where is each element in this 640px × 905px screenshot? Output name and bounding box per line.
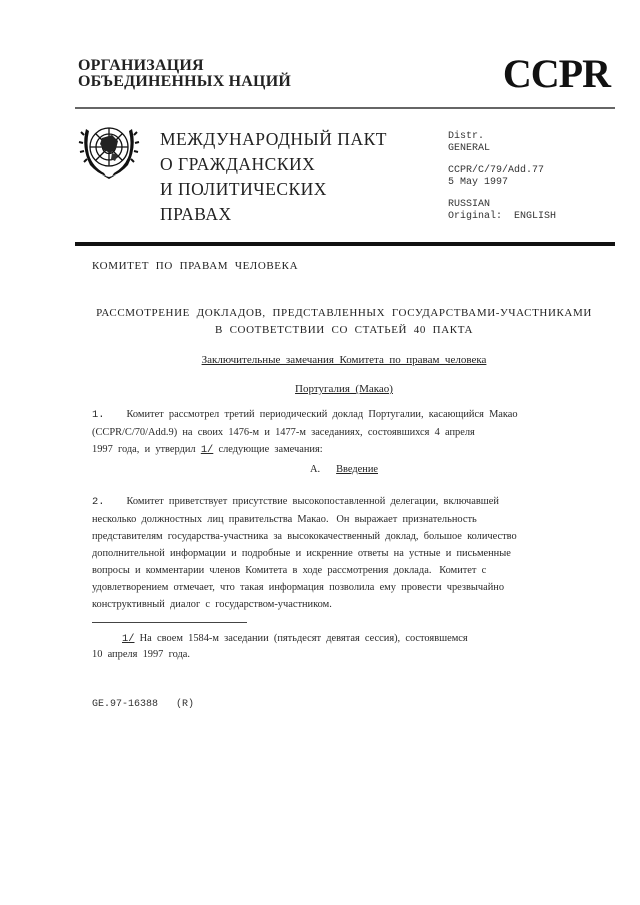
un-emblem-icon <box>78 119 140 181</box>
header-heavy-rule <box>75 242 615 246</box>
paragraph-text: следующие замечания: <box>213 444 323 455</box>
organization-line-2: ОБЪЕДИНЕННЫХ НАЦИЙ <box>78 73 291 90</box>
document-title-line: В СООТВЕТСТВИИ СО СТАТЬЕЙ 40 ПАКТА <box>214 323 474 336</box>
paragraph-line: удовлетворением отмечает, что такая информация позволила ему провести чрезвычайно <box>92 582 505 593</box>
covenant-title-line: О ГРАЖДАНСКИХ <box>160 154 316 174</box>
footnote-text: На своем 1584-м заседании (пятьдесят девятая сессия), состоявшемся <box>134 633 468 644</box>
document-title-line: РАССМОТРЕНИЕ ДОКЛАДОВ, ПРЕДСТАВЛЕННЫХ ГОСУДАРСТВАМИ-УЧАСТНИКАМИ <box>96 307 592 319</box>
country-heading <box>92 382 596 396</box>
paragraph-text: Комитет приветствует присутствие высокопоставленной делегации, включавшей <box>126 496 499 507</box>
document-subtitle <box>92 353 596 367</box>
committee-name: КОМИТЕТ ПО ПРАВАМ ЧЕЛОВЕКА <box>92 260 299 272</box>
document-date: 5 May 1997 <box>448 176 509 188</box>
footnote-line <box>92 631 468 647</box>
footnote-separator <box>92 622 247 623</box>
spacer <box>448 154 556 165</box>
paragraph-line <box>92 493 592 511</box>
distr-label: Distr. <box>448 131 485 142</box>
section-title: Введение <box>336 464 378 475</box>
paragraph-text: Комитет рассмотрел третий периодический доклад Португалии, касающийся Макао <box>126 409 518 420</box>
covenant-title-line: МЕЖДУНАРОДНЫЙ ПАКТ <box>160 129 387 149</box>
organization-name <box>78 58 291 90</box>
paragraph-text: 1997 года, и утвердил <box>92 444 201 455</box>
document-series-symbol: CCPR <box>502 51 610 96</box>
footnote-line: 10 апреля 1997 года. <box>92 649 190 660</box>
section-heading <box>92 463 596 477</box>
paragraph-1 <box>92 406 592 459</box>
covenant-title-line: ПРАВАХ <box>160 204 232 224</box>
paragraph-line: вопросы и комментарии членов Комитета в ходе рассмотрения доклада. Комитет с <box>92 565 487 576</box>
document-language: RUSSIAN <box>448 199 491 210</box>
footnote-reference-link[interactable]: 1/ <box>200 444 214 456</box>
covenant-title-line: И ПОЛИТИЧЕСКИХ <box>160 179 327 199</box>
paragraph-line <box>92 406 592 424</box>
section-letter: A. <box>310 464 321 475</box>
paragraph-line: несколько должностных лиц правительства Макао. Он выражает признательность <box>92 514 477 525</box>
paragraph-line: представителям государства-участника за высококачественный доклад, большое количество <box>92 531 517 542</box>
paragraph-2 <box>92 493 592 613</box>
paragraph-number: 1. <box>92 409 105 421</box>
distr-value: GENERAL <box>448 142 491 154</box>
distribution-block <box>448 131 556 222</box>
paragraph-line: конструктивный диалог с государством-участником. <box>92 599 332 610</box>
document-title <box>92 305 596 338</box>
footnote-marker: 1/ <box>122 633 135 645</box>
covenant-title <box>160 127 387 227</box>
header-rule <box>75 107 615 109</box>
paragraph-line: дополнительной информации и подробные и искренние ответы на устные и письменные <box>92 548 511 559</box>
document-job-number: GE.97-16388 (R) <box>92 699 195 710</box>
country-text: Португалия (Макао) <box>295 383 393 395</box>
paragraph-line <box>92 441 592 459</box>
paragraph-number: 2. <box>92 496 105 508</box>
spacer <box>448 188 556 199</box>
paragraph-line: (CCPR/C/70/Add.9) на своих 1476-м и 1477-м заседаниях, состоявшихся 4 апреля <box>92 427 475 438</box>
document-symbol: CCPR/C/79/Add.77 <box>448 165 545 176</box>
original-language: Original: ENGLISH <box>448 210 557 222</box>
subtitle-text: Заключительные замечания Комитета по правам человека <box>201 354 487 366</box>
footnote <box>92 631 468 663</box>
organization-line-1: ОРГАНИЗАЦИЯ <box>78 57 204 74</box>
